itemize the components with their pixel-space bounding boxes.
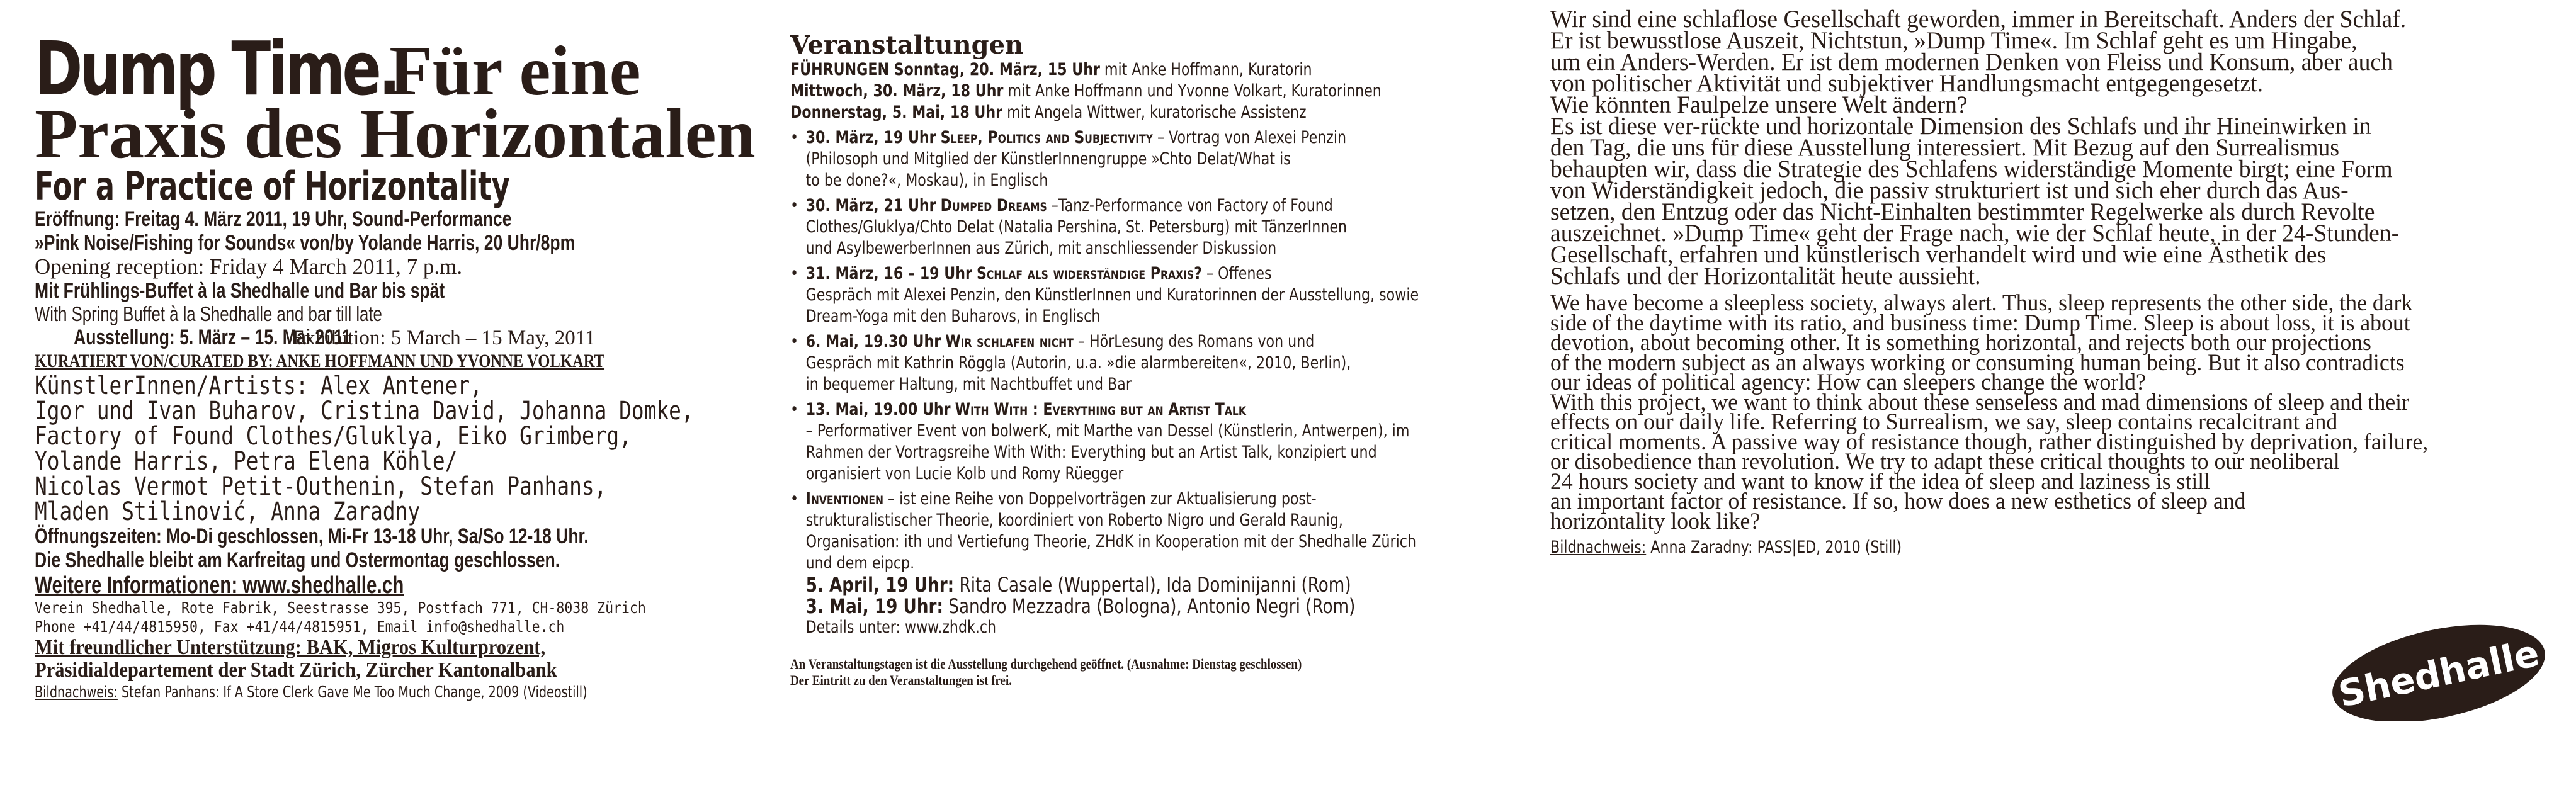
logo-text: Shedhalle [2334,631,2543,716]
event-item: • 30. März, 19 Uhr Sleep, Politics and Subjectivity – Vortrag von Alexei Penzin (Philosoph und Mitglied der KünstlerInnengruppe »Chto Delat/What is to be done?«, Moskau), in Englisch [790,128,1347,190]
text-de [1550,9,2533,290]
artists-line: Yolande Harris, Petra Elena Köhle/ [35,447,458,476]
image-credit [1550,538,2356,558]
performance-line: »Pink Noise/Fishing for Sounds« von/by Yolande Harris, 20 Uhr/8pm [35,231,576,255]
paragraph-line: Er ist bewusstlose Auszeit, Nichtstun, »Dump Time«. Im Schlaf geht es um Hingabe, [1550,27,2358,54]
paragraph-line: an important factor of resistance. If so, how does a new esthetics of sleep and [1550,488,2246,514]
credit-label: Bildnachweis: [35,683,118,702]
exhibition-de: Ausstellung: 5. März – 15. Mai 2011 [74,325,351,349]
tour-line: Mittwoch, 30. März, 18 Uhr mit Anke Hoffmann und Yvonne Volkart, Kuratorinnen [790,81,1382,101]
sub-event: 5. April, 19 Uhr: Rita Casale (Wuppertal), Ida Dominijanni (Rom) [805,573,1351,597]
subtitle: For a Practice of Horizontality [35,163,510,209]
image-credit [35,682,628,703]
paragraph-line: um ein Anders-Werden. Er ist dem modernen Denken von Fleiss und Konsum, aber auch [1550,48,2393,76]
credit-label: Bildnachweis: [1550,538,1647,557]
paragraph-line: our ideas of political agency: How can sleepers change the world? [1550,370,2146,395]
sub-event: 3. Mai, 19 Uhr: Sandro Mezzadra (Bologna), Antonio Negri (Rom) [805,594,1356,618]
events-title: Veranstaltungen [790,31,1024,60]
event-item: • 30. März, 21 Uhr Dumped Dreams –Tanz-Performance von Factory of Found Clothes/Gluklya/Chto Delat (Natalia Pershina, St. Petersburg) mit TänzerInnen und AsylbewerberInnen aus Zürich, mit anschliessender Diskussion [790,196,1348,258]
paragraph-line: With this project, we want to think about these senseless and mad dimensions of sleep and their [1550,389,2409,415]
paragraph-line: behaupten wir, dass die Strategie des Schlafens widerständige Momente birgt; eine Form [1550,155,2393,183]
artists-list [35,373,759,524]
paragraph-line: Gesellschaft, erfahren und künstlerisch verhandelt wird und wie eine Ästhetik des [1550,241,2327,268]
paragraph-line: Schlafs und der Horizontalität heute aussieht. [1550,262,1981,290]
title-dump-time: Dump Time. [35,35,398,112]
paragraph-line: Wir sind eine schlaflose Gesellschaft geworden, immer in Bereitschaft. Anders der Schlaf. [1550,9,2407,33]
artists-line: Nicolas Vermot Petit-Outhenin, Stefan Panhans, [35,472,607,501]
artists-line: Igor und Ivan Buharov, Cristina David, Johanna Domke, [35,397,694,426]
paragraph-line: von Widerständigkeit jedoch, die passiv strukturiert ist und sich eher durch das Aus- [1550,177,2349,204]
opening-en-line: Opening reception: Friday 4 March 2011, 7 p.m. [35,254,463,279]
tour-line: Donnerstag, 5. Mai, 18 Uhr mit Angela Wittwer, kuratorische Assistenz [790,103,1307,122]
hours-line: Öffnungszeiten: Mo-Di geschlossen, Mi-Fr 13-18 Uhr, Sa/So 12-18 Uhr. [35,524,589,548]
events-column [790,31,1495,787]
exhibition-en: Exhibition: 5 March – 15 May, 2011 [292,327,596,349]
paragraph-line: Es ist diese ver-rückte und horizontale Dimension des Schlafs und ihr Hineinwirken in [1550,113,2371,140]
title-fur-eine: Für eine [389,35,641,110]
paragraph-line: von politischer Aktivität und subjektiver Handlungsmacht entgegengesetzt. [1550,70,2263,97]
opening-line: Eröffnung: Freitag 4. März 2011, 19 Uhr, Sound-Performance [35,207,512,231]
artists-line: KünstlerInnen/Artists: Alex Antener, [35,371,482,400]
contact-line: Phone +41/44/4815950, Fax +41/44/4815951, Email info@shedhalle.ch [35,618,565,636]
buffet-line: Mit Frühlings-Buffet à la Shedhalle und Bar bis spät [35,279,445,303]
artists-line: Factory of Found Clothes/Gluklya, Eiko Grimberg, [35,422,632,451]
paragraph-line: setzen, den Entzug oder das Nicht-Einhalten bestimmter Regelwerke als durch Revolte [1550,198,2375,225]
more-info-link[interactable]: Weitere Informationen: www.shedhalle.ch [35,572,404,599]
support-line: Präsidialdepartement der Stadt Zürich, Zürcher Kantonalbank [35,658,557,682]
title-line-2: Praxis des Horizontalen [35,95,756,173]
paragraph-line: effects on our daily life. Referring to Surrealism, we say, sleep contains recalcitrant and [1550,409,2338,435]
note-line: An Veranstaltungstagen ist die Ausstellung durchgehend geöffnet. (Ausnahme: Dienstag geschlossen) [790,656,1302,672]
credit-text: Anna Zaradny: PASS|ED, 2010 (Still) [1650,538,1902,557]
tour-line: FÜHRUNGEN Sonntag, 20. März, 15 Uhr mit Anke Hoffmann, Kuratorin [790,60,1312,79]
credit-text: Stefan Panhans: If A Store Clerk Gave Me Too Much Change, 2009 (Videostill) [122,683,587,702]
note-line: Der Eintritt zu den Veranstaltungen ist frei. [790,672,1012,688]
text-en [1550,290,2533,534]
events-note [790,656,1397,689]
paragraph-line: horizontality look like? [1550,508,1761,534]
closed-line: Die Shedhalle bleibt am Karfreitag und Ostermontag geschlossen. [35,548,560,572]
paragraph-line: critical moments. A passive way of resistance though, rather distinguished by deprivation, failure, [1550,429,2429,455]
paragraph-line: We have become a sleepless society, always alert. Thus, sleep represents the other side, the dark [1550,290,2413,316]
paragraph-line: auszeichnet. »Dump Time« geht der Frage nach, wie der Schlaf heute, in der 24-Stunden- [1550,220,2400,247]
details-link[interactable]: Details unter: www.zhdk.ch [805,618,997,637]
paragraph-line: or disobedience than revolution. We try to adapt these critical thoughts to our neoliberal [1550,449,2340,475]
shedhalle-logo [2327,623,2550,721]
paragraph-line: 24 hours society and want to know if the idea of sleep and laziness is still [1550,468,2211,495]
paragraph-line: den Tag, die uns für diese Ausstellung interessiert. Mit Bezug auf den Surrealismus [1550,134,2340,161]
event-item: • Inventionen – ist eine Reihe von Doppelvorträgen zur Aktualisierung post- strukturalistischer Theorie, koordiniert von Roberto Nigro und Gerald Raunig, Organisation: ith und Vertiefung Theorie, ZHdK in Kooperation mit der Shedhalle Zürich und dem eipcp. 5. April, 19 Uhr: Rita Casale (Wuppertal), Ida Dominijanni (Rom) 3. Mai, 19 Uhr: Sandro Mezzadra (Bologna), Antonio Negri (Rom) Details unter: www.zhdk.ch [790,489,1417,637]
event-item: • 31. März, 16 – 19 Uhr Schlaf als widerständige Praxis? – Offenes Gespräch mit Alexei Penzin, den KünstlerInnen und Kuratorinnen der Ausstellung, sowie Dream-Yoga mit den Buharovs, in Englisch [790,264,1419,326]
exhibition-line [35,325,759,349]
info-column [35,35,759,790]
support-line: Mit freundlicher Unterstützung: BAK, Migros Kulturprozent, [35,636,546,659]
paragraph-line: Wie könnten Faulpelze unsere Welt ändern? [1550,91,1968,118]
event-item: • 6. Mai, 19.30 Uhr Wir schlafen nicht – HörLesung des Romans von und Gespräch mit Kathrin Röggla (Autorin, u.a. »die alarmbereiten«, 2010, Berlin), in bequemer Haltung, mit Nachtbuffet und Bar [790,332,1351,394]
event-item: • 13. Mai, 19.00 Uhr With With : Everything but an Artist Talk – Performativer Event von bolwerK, mit Marthe van Dessel (Künstlerin, Antwerpen), im Rahmen der Vortragsreihe With With: Everything but an Artist Talk, konzipiert und organisiert von Lucie Kolb und Romy Rüegger [790,400,1410,483]
address-line: Verein Shedhalle, Rote Fabrik, Seestrasse 395, Postfach 771, CH-8038 Zürich [35,599,646,617]
paragraph-line: devotion, about becoming other. It is something horizontal, and rejects both our projections [1550,330,2371,356]
paragraph-line: side of the daytime with its ratio, and business time: Dump Time. Sleep is about loss, it is about [1550,310,2410,336]
curated-line: KURATIERT VON/CURATED BY: ANKE HOFFMANN UND YVONNE VOLKART [35,351,605,371]
artists-line: Mladen Stilinović, Anna Zaradny [35,497,421,526]
buffet-en-line: With Spring Buffet à la Shedhalle and bar till late [35,302,382,325]
paragraph-line: of the modern subject as an always working or consuming human being. But it also contradicts [1550,349,2405,376]
